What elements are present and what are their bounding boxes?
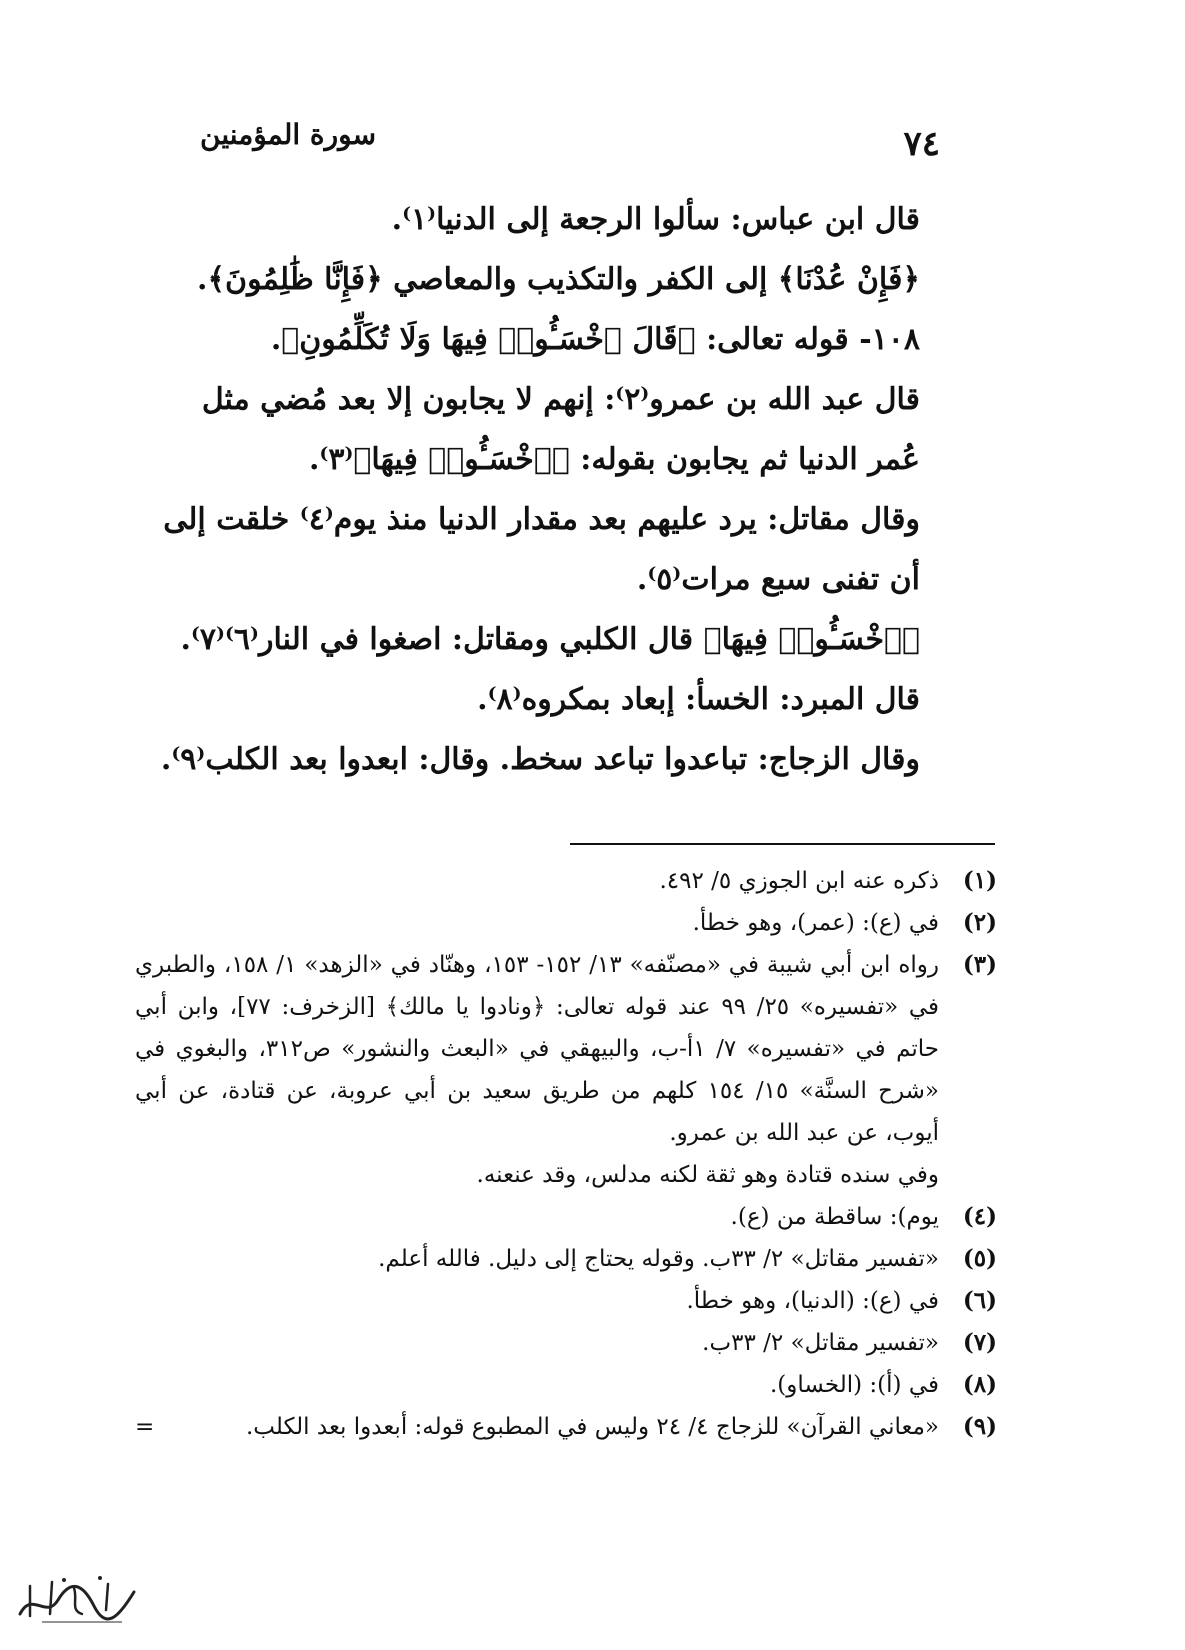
footnote-text: «معاني القرآن» للزجاج ٤/ ٢٤ وليس في المطبوع قوله: أبعدوا بعد الكلب. (245, 1414, 939, 1440)
footnote-number: (٣) (962, 951, 997, 978)
footnote-number: (١) (962, 867, 997, 894)
footnotes (135, 860, 997, 1448)
calligraphy-logo-icon (12, 1570, 142, 1630)
footnote-number: (٧) (962, 1329, 997, 1356)
main-paragraph: قال المبرد: الخسأ: إبعاد بمكروه⁽٨⁾. (477, 682, 920, 717)
footnote (135, 944, 997, 1196)
page-header (200, 118, 940, 164)
footnote-text: رواه ابن أبي شيبة في «مصنّفه» ١٣/ ١٥٢- ١٥٣، وهنّاد في «الزهد» ١/ ١٥٨، والطبري في «تفسيره» ٢٥/ ٩٩ عند قوله تعالى: ﴿ونادوا يا مالك﴾ [الزخرف: ٧٧]، وابن أبي حاتم في «تفسيره» ٧/ ١أ-ب، والبيهقي في «البعث والنشور» ص٣١٢، والبغوي في «شرح السنَّة» ١٥/ ١٥٤ كلهم من طريق سعيد بن أبي عروبة، عن قتادة، عن أبي أيوب، عن عبد الله بن عمرو. (135, 952, 940, 1146)
footnote-text: «تفسير مقاتل» ٢/ ٣٣ب. (702, 1330, 939, 1356)
footnote (135, 1406, 997, 1448)
footnote-text: في (ع): (الدنيا)، وهو خطأ. (686, 1288, 939, 1314)
footnote (135, 902, 997, 944)
footnote-text: «تفسير مقاتل» ٢/ ٣٣ب. وقوله يحتاج إلى دليل. فالله أعلم. (378, 1246, 939, 1272)
footnote (135, 1364, 997, 1406)
footnote-number: (٨) (962, 1371, 997, 1398)
main-paragraph: وقال الزجاج: تباعدوا تباعد سخط. وقال: ابعدوا بعد الكلب⁽٩⁾. (160, 742, 920, 777)
footnote (135, 860, 997, 902)
footnote (135, 1280, 997, 1322)
footnote-text: في (أ): (الخساو). (769, 1372, 939, 1398)
footnote (135, 1322, 997, 1364)
continuation-mark: = (135, 1414, 155, 1440)
footnote-number: (٦) (962, 1287, 997, 1314)
footnote-number: (٩) (962, 1413, 997, 1440)
surah-title: سورة المؤمنين (200, 118, 377, 151)
footnote-number: (٢) (962, 909, 997, 936)
main-paragraph: وقال مقاتل: يرد عليهم بعد مقدار الدنيا منذ يوم⁽٤⁾ خلقت إلى أن تفنى سبع مرات⁽٥⁾. (163, 502, 920, 597)
page-number: ٧٤ (903, 124, 940, 164)
footnote (135, 1238, 997, 1280)
main-paragraph: قال عبد الله بن عمرو⁽٢⁾: إنهم لا يجابون إلا بعد مُضي مثل عُمر الدنيا ثم يجابون بقوله: ﴿ٱخْسَـُٔوا۟ فِيهَا﴾⁽٣⁾. (201, 382, 920, 477)
footnote-number: (٥) (962, 1245, 997, 1272)
footnote-text: يوم): ساقطة من (ع). (730, 1204, 939, 1230)
footnote-text: ذكره عنه ابن الجوزي ٥/ ٤٩٢. (659, 868, 939, 894)
library-logo-watermark (12, 1570, 142, 1630)
footnote-number: (٤) (962, 1203, 997, 1230)
main-paragraph: ﴿ٱخْسَـُٔوا۟ فِيهَا﴾ قال الكلبي ومقاتل: اصغوا في النار⁽٦⁾⁽٧⁾. (180, 622, 920, 657)
main-text (160, 190, 992, 790)
footnote-continuation: وفي سنده قتادة وهو ثقة لكنه مدلس، وقد عنعنه. (476, 1162, 939, 1188)
main-paragraph: ﴿فَإِنْ عُدْنَا﴾ إلى الكفر والتكذيب والمعاصي ﴿فَإِنَّا ظَٰلِمُونَ﴾. (197, 262, 920, 297)
footnote (135, 1196, 997, 1238)
main-paragraph: ١٠٨- قوله تعالى: ﴿قَالَ ٱخْسَـُٔوا۟ فِيهَا وَلَا تُكَلِّمُونِ﴾. (270, 322, 920, 357)
footnote-divider (570, 843, 995, 845)
main-paragraph: قال ابن عباس: سألوا الرجعة إلى الدنيا⁽١⁾. (391, 202, 920, 237)
footnote-text: في (ع): (عمر)، وهو خطأ. (692, 910, 939, 936)
